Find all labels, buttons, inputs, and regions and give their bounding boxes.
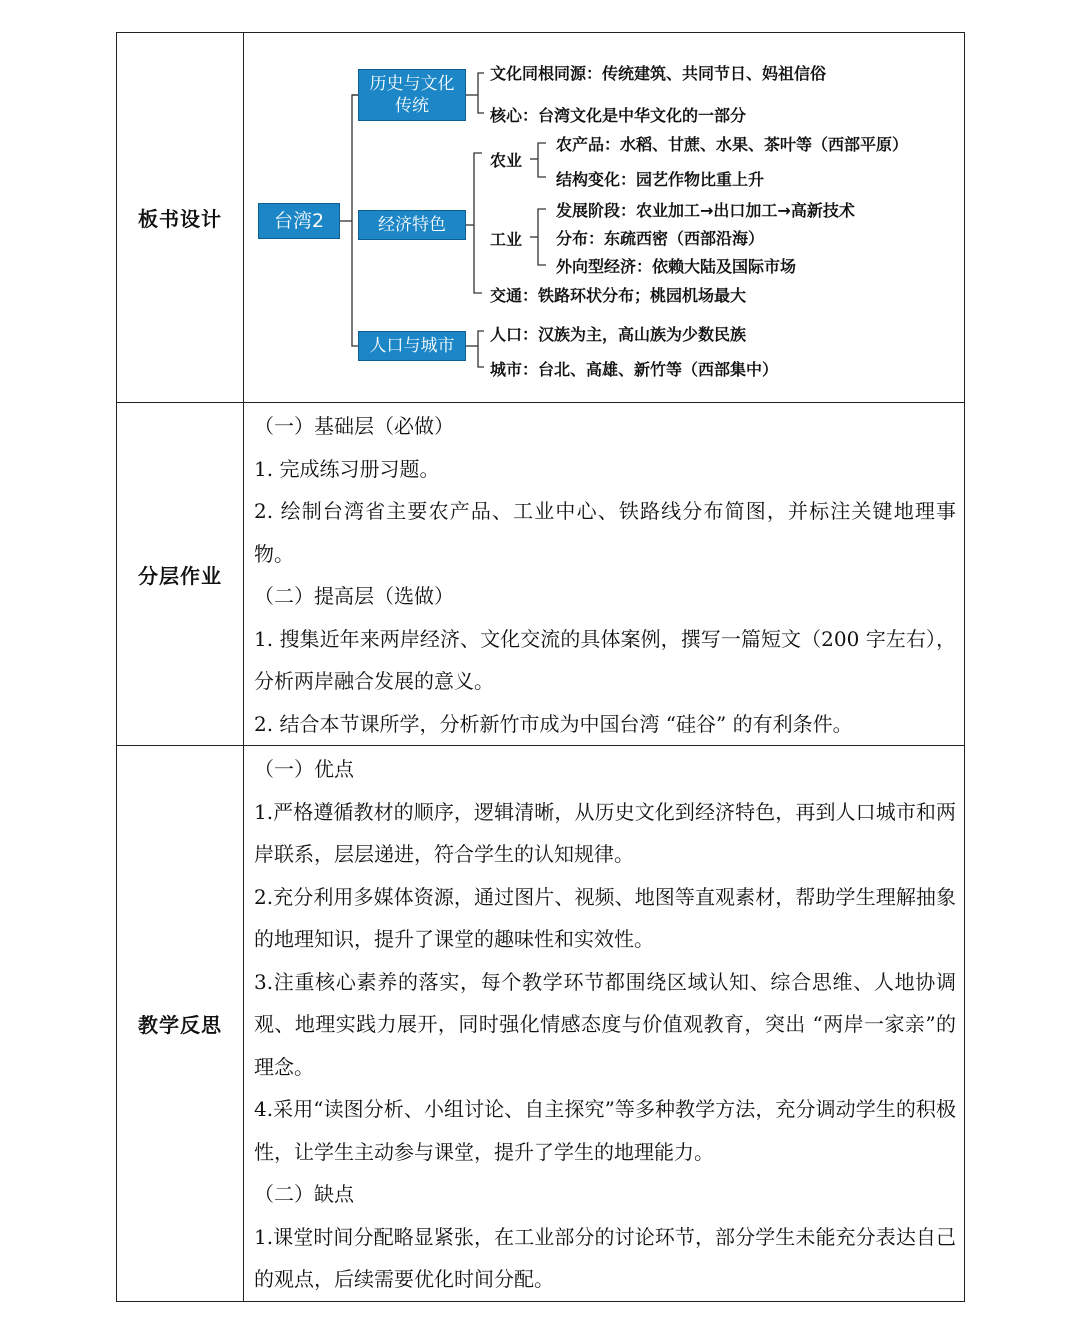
homework-content xyxy=(244,403,964,745)
reflection-line-7: 1.课堂时间分配略显紧张，在工业部分的讨论环节，部分学生未能充分表达自己的观点，后续需要优化时间分配。 xyxy=(254,1224,956,1291)
history-title-line1: 历史与文化 xyxy=(369,74,455,94)
homework-line-3: 2. 绘制台湾省主要农产品、工业中心、铁路线分布简图，并标注关键地理事物。 xyxy=(254,499,956,566)
population-box: 人口与城市 xyxy=(358,331,466,361)
history-item-2: 核心：台湾文化是中华文化的一部分 xyxy=(490,106,747,125)
agriculture-label: 农业 xyxy=(490,151,523,170)
history-box xyxy=(358,69,466,121)
reflection-line-4: 3.注重核心素养的落实，每个教学环节都围绕区域认知、综合思维、人地协调观、地理实践力展开，同时强化情感态度与价值观教育，突出 “两岸一家亲”的理念。 xyxy=(254,969,956,1079)
economy-box: 经济特色 xyxy=(358,210,466,240)
reflection-line-1: （一）优点 xyxy=(254,757,354,781)
homework-cell xyxy=(244,403,965,746)
reflection-row xyxy=(117,746,965,1302)
homework-line-6: 2. 结合本节课所学，分析新竹市成为中国台湾 “硅谷” 的有利条件。 xyxy=(254,711,853,736)
root-box: 台湾2 xyxy=(258,203,340,239)
homework-line-5: 1. 搜集近年来两岸经济、文化交流的具体案例，撰写一篇短文（200 字左右），分析两岸融合发展的意义。 xyxy=(254,626,956,693)
reflection-label: 教学反思 xyxy=(117,746,244,1302)
agriculture-item-1: 农产品：水稻、甘蔗、水果、茶叶等（西部平原） xyxy=(556,135,909,154)
population-item-1: 人口：汉族为主，高山族为少数民族 xyxy=(490,325,747,344)
homework-label: 分层作业 xyxy=(117,403,244,746)
history-item-1: 文化同根同源：传统建筑、共同节日、妈祖信俗 xyxy=(490,64,827,83)
reflection-line-3: 2.充分利用多媒体资源，通过图片、视频、地图等直观素材，帮助学生理解抽象的地理知识，提升了课堂的趣味性和实效性。 xyxy=(254,884,956,951)
board-design-row xyxy=(117,33,965,403)
industry-label: 工业 xyxy=(490,230,523,249)
board-diagram xyxy=(244,33,964,402)
reflection-line-2: 1.严格遵循教材的顺序，逻辑清晰，从历史文化到经济特色，再到人口城市和两岸联系，层层递进，符合学生的认知规律。 xyxy=(254,799,956,866)
homework-line-2: 1. 完成练习册习题。 xyxy=(254,456,440,481)
industry-item-2: 分布：东疏西密（西部沿海） xyxy=(556,229,765,248)
board-design-label: 板书设计 xyxy=(117,33,244,403)
reflection-content xyxy=(244,746,964,1301)
lesson-table xyxy=(116,32,965,1302)
homework-line-4: （二）提高层（选做） xyxy=(254,584,454,608)
agriculture-item-2: 结构变化：园艺作物比重上升 xyxy=(556,170,765,189)
transport-item: 交通：铁路环状分布；桃园机场最大 xyxy=(490,286,747,305)
reflection-line-5: 4.采用“读图分析、小组讨论、自主探究”等多种教学方法，充分调动学生的积极性，让学生主动参与课堂，提升了学生的地理能力。 xyxy=(254,1097,956,1164)
homework-line-1: （一）基础层（必做） xyxy=(254,414,454,438)
board-design-cell xyxy=(244,33,965,403)
homework-row xyxy=(117,403,965,746)
population-item-2: 城市：台北、高雄、新竹等（西部集中） xyxy=(490,360,779,379)
industry-item-1: 发展阶段：农业加工→出口加工→高新技术 xyxy=(556,201,855,220)
reflection-line-6: （二）缺点 xyxy=(254,1182,354,1206)
history-title-line2: 传统 xyxy=(395,96,429,116)
industry-item-3: 外向型经济：依赖大陆及国际市场 xyxy=(556,257,797,276)
reflection-cell xyxy=(244,746,965,1302)
